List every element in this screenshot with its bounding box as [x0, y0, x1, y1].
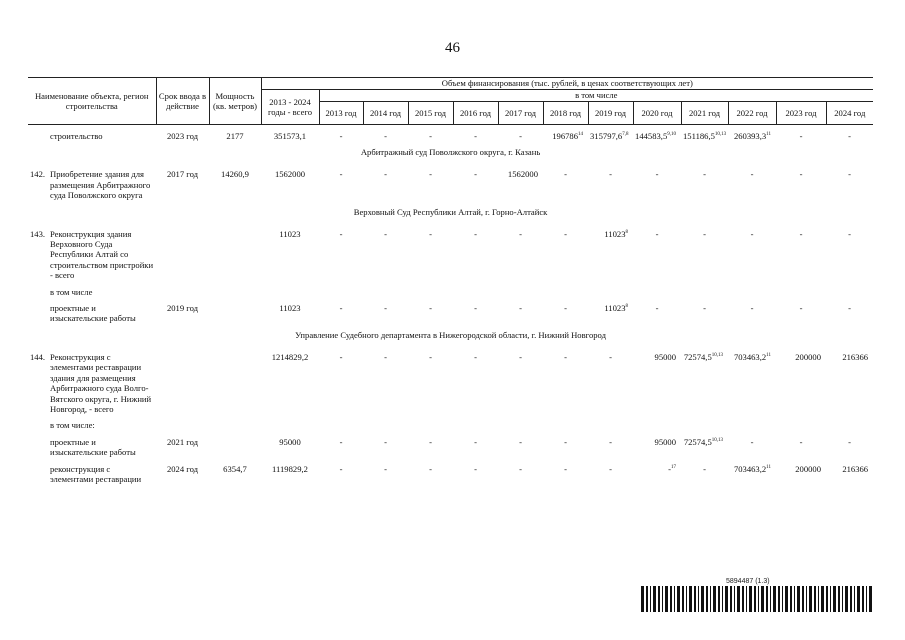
amount-value: 216366	[842, 351, 869, 362]
total-amount: 11023	[279, 228, 301, 239]
amount-value: -	[474, 463, 477, 474]
table-row	[28, 303, 873, 324]
year-amount	[588, 229, 633, 281]
amount-value: 95000	[654, 436, 676, 447]
amount-value: 11023	[604, 303, 626, 314]
capacity: 14260,9	[221, 169, 249, 180]
including-label-row	[28, 287, 873, 297]
year-amount	[776, 464, 826, 485]
year-amount	[826, 464, 873, 485]
year-amount	[408, 169, 453, 200]
amount-value: 1562000	[507, 169, 538, 180]
total-amount: 1562000	[274, 169, 306, 180]
amount-value: -	[609, 169, 612, 180]
header-year: 2017 год	[498, 102, 543, 125]
year-amount	[728, 437, 776, 458]
amount-value: -	[848, 436, 851, 447]
header-year: 2020 год	[633, 102, 681, 125]
amount-value: -	[429, 131, 432, 141]
footnote-ref: 11	[766, 464, 771, 470]
amount-value: -	[384, 131, 387, 141]
year-amount	[453, 229, 498, 281]
amount-value: -	[609, 351, 612, 362]
amount-value: -	[655, 303, 659, 314]
amount-value: -	[384, 169, 387, 180]
year-amount	[633, 169, 681, 200]
year-amount	[776, 229, 826, 281]
amount-value: -	[519, 303, 522, 314]
year-amount	[543, 352, 588, 414]
amount-value: -	[474, 303, 477, 314]
amount-value: -	[519, 228, 522, 239]
amount-value: -	[339, 228, 343, 239]
year-amount	[681, 131, 728, 141]
including-label-row	[28, 420, 873, 430]
year-amount	[826, 303, 873, 324]
amount-value: -	[750, 436, 754, 447]
year-amount	[319, 352, 363, 414]
footnote-ref: 17	[671, 464, 676, 470]
including-label: в том числе:	[50, 420, 95, 431]
amount-value: 144583,5	[635, 131, 668, 141]
amount-value: -	[474, 228, 477, 239]
amount-value: -	[848, 228, 851, 239]
year-amount	[588, 131, 633, 141]
year-amount	[498, 229, 543, 281]
amount-value: 216366	[842, 463, 869, 474]
amount-value: -	[564, 351, 567, 362]
amount-value: -	[799, 228, 803, 239]
amount-value: -	[429, 169, 432, 180]
amount-value: -	[750, 303, 754, 314]
year-amount	[681, 303, 728, 324]
amount-value: -	[339, 131, 343, 141]
footnote-ref: 10,13	[714, 132, 727, 137]
amount-value: -	[429, 303, 432, 314]
table-row	[28, 464, 873, 485]
year-amount	[319, 303, 363, 324]
year-amount	[363, 437, 408, 458]
amount-value: -	[703, 463, 706, 474]
including-label: в том числе	[50, 286, 93, 297]
capacity	[209, 303, 261, 324]
header-year: 2013 год	[319, 102, 363, 125]
amount-value: -	[519, 436, 522, 447]
year-amount	[543, 169, 588, 200]
total-amount: 351573,1	[273, 131, 307, 141]
row-number: 143.	[30, 228, 46, 239]
amount-value: -	[799, 169, 803, 180]
object-name: реконструкция с элементами реставрации	[50, 463, 142, 484]
year-amount	[728, 303, 776, 324]
year-amount	[498, 352, 543, 414]
header-year: 2014 год	[363, 102, 408, 125]
header-year: 2022 год	[728, 102, 776, 125]
year-amount	[728, 464, 776, 485]
amount-value: -	[848, 169, 851, 180]
year-amount	[363, 352, 408, 414]
page-number: 46	[445, 40, 460, 56]
amount-value: -	[799, 131, 803, 141]
amount-value: -	[564, 463, 567, 474]
footnote-ref: 11	[766, 352, 771, 358]
header-including: в том числе	[319, 90, 873, 102]
year-amount	[633, 464, 681, 485]
table-header	[28, 78, 873, 125]
row-number	[28, 437, 48, 458]
year-amount	[826, 229, 873, 281]
section-header-row	[28, 207, 873, 223]
amount-value: -	[519, 131, 522, 141]
year-amount	[453, 437, 498, 458]
object-name: Приобретение здания для размещения Арбитражного суда Поволжского округа	[50, 169, 151, 201]
amount-value: -	[564, 436, 567, 447]
year-amount	[319, 229, 363, 281]
year-amount	[776, 437, 826, 458]
year-amount	[543, 437, 588, 458]
amount-value: 260393,3	[733, 131, 767, 141]
year-amount	[543, 464, 588, 485]
section-header-row	[28, 330, 873, 346]
year-amount	[453, 169, 498, 200]
amount-value: -	[519, 463, 522, 474]
capacity	[209, 352, 261, 414]
commissioning-term	[156, 229, 209, 281]
year-amount	[319, 169, 363, 200]
year-amount	[319, 131, 363, 141]
section-title: Верховный Суд Республики Алтай, г. Горно-Алтайск	[353, 206, 548, 217]
amount-value: 703463,2	[733, 351, 767, 362]
object-name: Реконструкция с элементами реставрации здания для размещения Арбитражного суда Волго-Вятского округа, г. Нижний Новгород, - всего	[50, 351, 152, 414]
amount-value: -	[339, 463, 343, 474]
year-amount	[588, 464, 633, 485]
year-amount	[728, 229, 776, 281]
amount-value: 11023	[604, 228, 626, 239]
year-amount	[728, 131, 776, 141]
amount-value: 200000	[795, 463, 821, 474]
table-row	[28, 169, 873, 200]
footnote-ref: 11	[766, 132, 771, 137]
year-amount	[681, 464, 728, 485]
year-amount	[776, 303, 826, 324]
section-title: Арбитражный суд Поволжского округа, г. Казань	[360, 147, 541, 158]
section-title: Управление Судебного департамента в Нижегородской области, г. Нижний Новгород	[295, 329, 606, 340]
amount-value: -	[339, 351, 343, 362]
year-amount	[681, 169, 728, 200]
year-amount	[408, 437, 453, 458]
year-amount	[498, 437, 543, 458]
object-name: проектные и изыскательские работы	[50, 303, 136, 324]
amount-value: -	[655, 228, 659, 239]
amount-value: -	[703, 303, 706, 314]
commissioning-term: 2023 год	[166, 131, 199, 141]
amount-value: -	[609, 436, 612, 447]
year-amount	[408, 131, 453, 141]
year-amount	[826, 437, 873, 458]
amount-value: -	[703, 228, 706, 239]
header-name: Наименование объекта, регион строительства	[28, 78, 156, 125]
capacity	[209, 229, 261, 281]
barcode-number: 5894487 (1.3)	[726, 578, 770, 585]
commissioning-term: 2024 год	[166, 463, 199, 474]
amount-value: -	[655, 169, 659, 180]
year-amount	[408, 352, 453, 414]
amount-value: -	[429, 351, 432, 362]
year-amount	[498, 464, 543, 485]
year-amount	[826, 352, 873, 414]
header-total: 2013 - 2024 годы - всего	[261, 90, 319, 125]
amount-value: -	[609, 463, 612, 474]
amount-value: 703463,2	[733, 463, 767, 474]
year-amount	[363, 131, 408, 141]
section-header-row	[28, 147, 873, 163]
year-amount	[633, 131, 681, 141]
row-number	[28, 131, 48, 141]
amount-value: -	[848, 131, 851, 141]
footnote-ref: 9,10	[667, 132, 676, 137]
capacity	[209, 437, 261, 458]
amount-value: -	[429, 463, 432, 474]
year-amount	[453, 352, 498, 414]
amount-value: -	[429, 436, 432, 447]
table-row	[28, 352, 873, 414]
year-amount	[588, 437, 633, 458]
amount-value: -	[668, 463, 671, 474]
header-financing: Объем финансирования (тыс. рублей, в ценах соответствующих лет)	[261, 78, 873, 90]
header-year: 2016 год	[453, 102, 498, 125]
year-amount	[363, 169, 408, 200]
amount-value: -	[703, 169, 706, 180]
capacity: 2177	[226, 131, 244, 141]
header-year: 2023 год	[776, 102, 826, 125]
amount-value: -	[384, 463, 387, 474]
table-body	[28, 125, 873, 491]
financing-table	[28, 77, 873, 490]
amount-value: 315797,6	[590, 131, 623, 141]
year-amount	[498, 131, 543, 141]
amount-value: -	[750, 169, 754, 180]
year-amount	[588, 352, 633, 414]
total-amount: 95000	[279, 436, 301, 447]
amount-value: -	[384, 228, 387, 239]
object-name: строительство	[50, 131, 103, 141]
year-amount	[776, 131, 826, 141]
row-number	[28, 464, 48, 485]
year-amount	[453, 131, 498, 141]
year-amount	[543, 229, 588, 281]
year-amount	[681, 437, 728, 458]
commissioning-term: 2017 год	[166, 169, 199, 180]
amount-value: -	[339, 169, 343, 180]
amount-value: -	[474, 131, 477, 141]
amount-value: 196786	[552, 131, 578, 141]
amount-value: -	[564, 303, 567, 314]
commissioning-term	[156, 352, 209, 414]
amount-value: 151186,5	[683, 131, 715, 141]
table-row	[28, 229, 873, 281]
amount-value: 95000	[654, 351, 676, 362]
year-amount	[543, 303, 588, 324]
year-amount	[408, 303, 453, 324]
amount-value: -	[339, 303, 343, 314]
total-amount: 1119829,2	[272, 463, 308, 474]
amount-value: -	[429, 228, 432, 239]
footnote-ref: 8	[625, 229, 628, 235]
footnote-ref: 10,13	[711, 437, 723, 443]
commissioning-term: 2021 год	[166, 436, 199, 447]
year-amount	[543, 131, 588, 141]
total-amount: 1214829,2	[271, 351, 309, 362]
capacity: 6354,7	[223, 463, 247, 474]
row-number: 144.	[30, 351, 46, 362]
year-amount	[633, 437, 681, 458]
year-amount	[728, 169, 776, 200]
amount-value: -	[474, 351, 477, 362]
year-amount	[826, 169, 873, 200]
amount-value: -	[848, 303, 851, 314]
object-name: проектные и изыскательские работы	[50, 436, 136, 458]
amount-value: -	[750, 228, 754, 239]
table-row	[28, 437, 873, 458]
amount-value: -	[519, 351, 522, 362]
year-amount	[408, 229, 453, 281]
amount-value: -	[384, 436, 387, 447]
year-amount	[363, 303, 408, 324]
year-amount	[681, 229, 728, 281]
header-term: Срок ввода в действие	[156, 78, 209, 125]
amount-value: -	[564, 169, 567, 180]
year-amount	[728, 352, 776, 414]
header-year: 2019 год	[588, 102, 633, 125]
footnote-ref: 14	[578, 132, 583, 137]
amount-value: -	[474, 169, 477, 180]
year-amount	[363, 229, 408, 281]
amount-value: -	[339, 436, 343, 447]
year-amount	[319, 437, 363, 458]
amount-value: -	[799, 436, 803, 447]
amount-value: -	[384, 303, 387, 314]
year-amount	[588, 303, 633, 324]
amount-value: -	[384, 351, 387, 362]
year-amount	[681, 352, 728, 414]
header-year: 2018 год	[543, 102, 588, 125]
footnote-ref: 7,8	[622, 132, 629, 137]
year-amount	[319, 464, 363, 485]
amount-value: -	[799, 303, 803, 314]
year-amount	[633, 229, 681, 281]
header-year: 2024 год	[826, 102, 873, 125]
header-capacity: Мощность (кв. метров)	[209, 78, 261, 125]
amount-value: 72574,5	[683, 436, 712, 447]
year-amount	[826, 131, 873, 141]
commissioning-term: 2019 год	[166, 303, 199, 314]
table-row	[28, 131, 873, 141]
total-amount: 11023	[279, 303, 301, 314]
row-number	[28, 303, 48, 324]
year-amount	[633, 303, 681, 324]
year-amount	[363, 464, 408, 485]
row-number: 142.	[30, 169, 46, 180]
year-amount	[633, 352, 681, 414]
year-amount	[776, 169, 826, 200]
amount-value: -	[474, 436, 477, 447]
footnote-ref: 10,13	[711, 352, 723, 358]
amount-value: 72574,5	[683, 351, 712, 362]
year-amount	[453, 464, 498, 485]
year-amount	[498, 169, 543, 200]
year-amount	[498, 303, 543, 324]
year-amount	[408, 464, 453, 485]
header-year: 2021 год	[681, 102, 728, 125]
barcode-image	[641, 586, 873, 612]
footnote-ref: 8	[625, 304, 628, 310]
object-name: Реконструкция здания Верховного Суда Республики Алтай со строительством пристройки - всего	[50, 228, 154, 281]
year-amount	[588, 169, 633, 200]
year-amount	[776, 352, 826, 414]
header-year: 2015 год	[408, 102, 453, 125]
amount-value: 200000	[795, 351, 821, 362]
amount-value: -	[564, 228, 567, 239]
year-amount	[453, 303, 498, 324]
